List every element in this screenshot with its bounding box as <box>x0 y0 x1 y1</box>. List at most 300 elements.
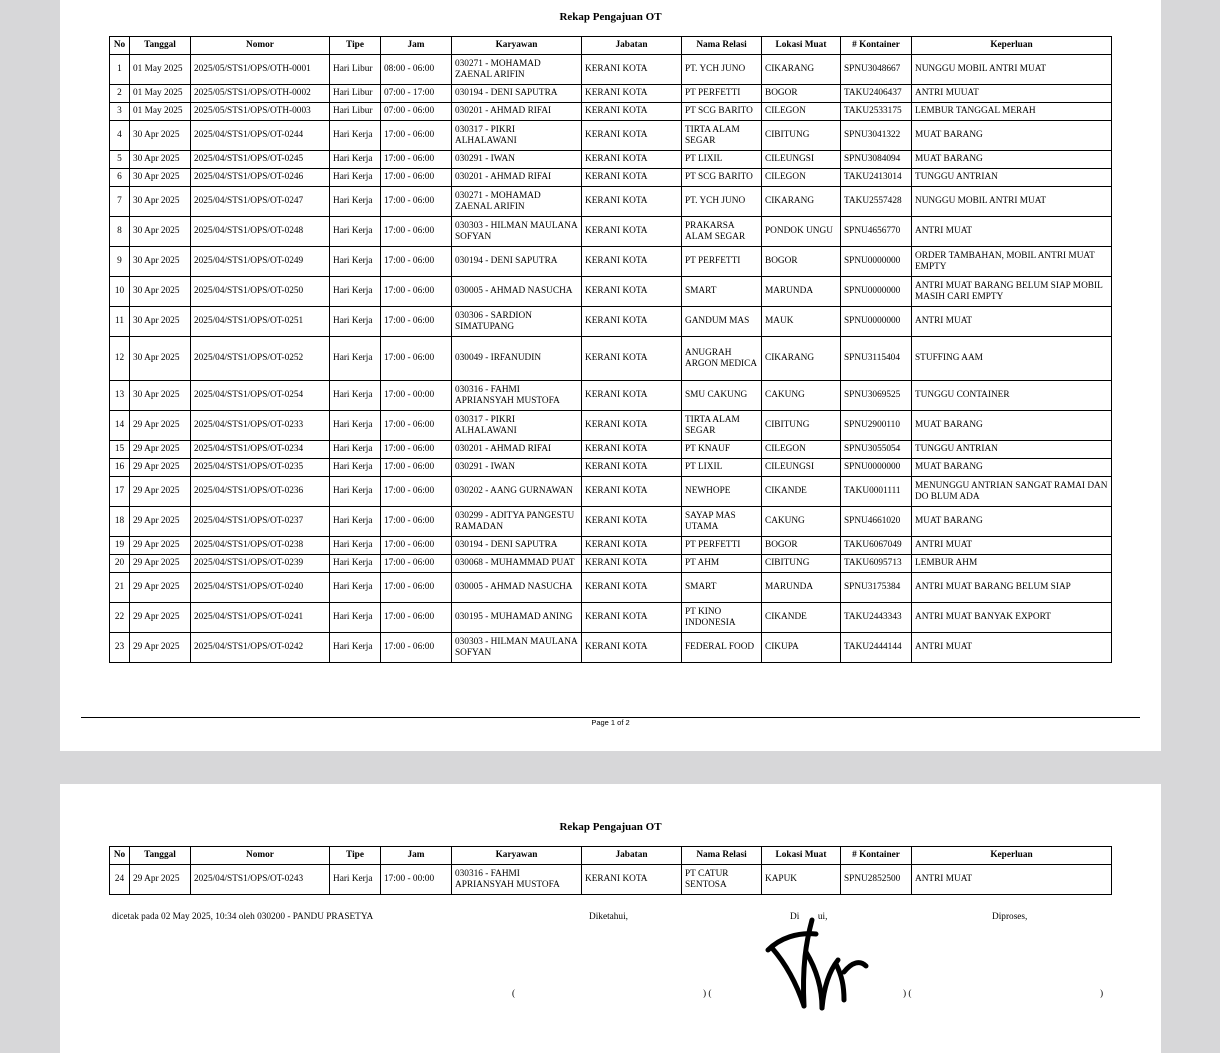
table-row <box>110 865 1112 895</box>
cell-tanggal: 29 Apr 2025 <box>130 411 191 441</box>
cell-kontainer: SPNU3069525 <box>841 381 912 411</box>
cell-kontainer: SPNU3115404 <box>841 337 912 381</box>
cell-no: 9 <box>110 247 130 277</box>
cell-lokasi: CIKANDE <box>762 477 841 507</box>
table-row <box>110 85 1112 103</box>
cell-kontainer: SPNU0000000 <box>841 247 912 277</box>
cell-keperluan: ANTRI MUAT <box>912 865 1112 895</box>
column-jabatan-header: Jabatan <box>582 847 682 865</box>
cell-tipe: Hari Kerja <box>330 603 381 633</box>
cell-nomor: 2025/04/STS1/OPS/OT-0248 <box>191 217 330 247</box>
cell-lokasi: CIBITUNG <box>762 555 841 573</box>
cell-nomor: 2025/04/STS1/OPS/OT-0238 <box>191 537 330 555</box>
table-row <box>110 307 1112 337</box>
cell-tipe: Hari Libur <box>330 85 381 103</box>
cell-kontainer: SPNU0000000 <box>841 307 912 337</box>
cell-tanggal: 29 Apr 2025 <box>130 633 191 663</box>
table-row <box>110 411 1112 441</box>
cell-jam: 17:00 - 00:00 <box>381 865 452 895</box>
cell-keperluan: ANTRI MUAT <box>912 537 1112 555</box>
cell-jam: 17:00 - 06:00 <box>381 337 452 381</box>
table-row <box>110 459 1112 477</box>
cell-jabatan: KERANI KOTA <box>582 441 682 459</box>
cell-keperluan: MUAT BARANG <box>912 507 1112 537</box>
cell-relasi: PT LIXIL <box>682 151 762 169</box>
cell-jabatan: KERANI KOTA <box>582 865 682 895</box>
cell-lokasi: CIBITUNG <box>762 121 841 151</box>
cell-keperluan: ANTRI MUUAT <box>912 85 1112 103</box>
cell-tipe: Hari Kerja <box>330 121 381 151</box>
cell-jam: 17:00 - 06:00 <box>381 169 452 187</box>
cell-nomor: 2025/04/STS1/OPS/OT-0250 <box>191 277 330 307</box>
cell-lokasi: BOGOR <box>762 85 841 103</box>
cell-keperluan: ANTRI MUAT BARANG BELUM SIAP <box>912 573 1112 603</box>
cell-jabatan: KERANI KOTA <box>582 381 682 411</box>
cell-tipe: Hari Kerja <box>330 411 381 441</box>
column-kontainer-header: # Kontainer <box>841 847 912 865</box>
cell-tipe: Hari Kerja <box>330 441 381 459</box>
cell-relasi: ANUGRAH ARGON MEDICA <box>682 337 762 381</box>
cell-kontainer: SPNU2900110 <box>841 411 912 441</box>
page-number: Page 1 of 2 <box>591 718 630 727</box>
cell-karyawan: 030195 - MUHAMAD ANING <box>452 603 582 633</box>
cell-no: 24 <box>110 865 130 895</box>
table-row <box>110 337 1112 381</box>
cell-nomor: 2025/04/STS1/OPS/OT-0233 <box>191 411 330 441</box>
cell-jam: 17:00 - 06:00 <box>381 537 452 555</box>
cell-karyawan: 030201 - AHMAD RIFAI <box>452 103 582 121</box>
cell-tanggal: 29 Apr 2025 <box>130 537 191 555</box>
cell-kontainer: SPNU4661020 <box>841 507 912 537</box>
cell-jam: 07:00 - 17:00 <box>381 85 452 103</box>
column-karyawan-header: Karyawan <box>452 847 582 865</box>
table-header <box>110 847 1112 865</box>
cell-tipe: Hari Kerja <box>330 187 381 217</box>
cell-lokasi: CAKUNG <box>762 381 841 411</box>
cell-nomor: 2025/04/STS1/OPS/OT-0243 <box>191 865 330 895</box>
column-lokasi-header: Lokasi Muat <box>762 37 841 55</box>
cell-nomor: 2025/04/STS1/OPS/OT-0244 <box>191 121 330 151</box>
cell-keperluan: MUAT BARANG <box>912 121 1112 151</box>
cell-no: 15 <box>110 441 130 459</box>
cell-relasi: PT LIXIL <box>682 459 762 477</box>
cell-jabatan: KERANI KOTA <box>582 85 682 103</box>
cell-karyawan: 030068 - MUHAMMAD PUAT <box>452 555 582 573</box>
cell-tanggal: 01 May 2025 <box>130 55 191 85</box>
cell-kontainer: SPNU3175384 <box>841 573 912 603</box>
cell-no: 5 <box>110 151 130 169</box>
cell-nomor: 2025/04/STS1/OPS/OT-0235 <box>191 459 330 477</box>
cell-keperluan: MUAT BARANG <box>912 459 1112 477</box>
table-row <box>110 555 1112 573</box>
cell-jabatan: KERANI KOTA <box>582 477 682 507</box>
cell-jam: 17:00 - 06:00 <box>381 121 452 151</box>
cell-no: 21 <box>110 573 130 603</box>
cell-tipe: Hari Kerja <box>330 537 381 555</box>
column-keperluan-header: Keperluan <box>912 847 1112 865</box>
cell-kontainer: SPNU0000000 <box>841 277 912 307</box>
column-jabatan-header: Jabatan <box>582 37 682 55</box>
column-tipe-header: Tipe <box>330 37 381 55</box>
cell-lokasi: CILEUNGSI <box>762 459 841 477</box>
cell-kontainer: TAKU2557428 <box>841 187 912 217</box>
cell-tanggal: 30 Apr 2025 <box>130 121 191 151</box>
column-jam-header: Jam <box>381 847 452 865</box>
cell-lokasi: CIBITUNG <box>762 411 841 441</box>
cell-jam: 08:00 - 06:00 <box>381 55 452 85</box>
cell-tipe: Hari Kerja <box>330 381 381 411</box>
cell-jabatan: KERANI KOTA <box>582 169 682 187</box>
cell-jabatan: KERANI KOTA <box>582 307 682 337</box>
column-no-header: No <box>110 847 130 865</box>
cell-relasi: PT. YCH JUNO <box>682 55 762 85</box>
cell-relasi: FEDERAL FOOD <box>682 633 762 663</box>
cell-jabatan: KERANI KOTA <box>582 55 682 85</box>
cell-tanggal: 30 Apr 2025 <box>130 307 191 337</box>
cell-nomor: 2025/05/STS1/OPS/OTH-0002 <box>191 85 330 103</box>
cell-karyawan: 030303 - HILMAN MAULANA SOFYAN <box>452 633 582 663</box>
cell-nomor: 2025/04/STS1/OPS/OT-0241 <box>191 603 330 633</box>
cell-tipe: Hari Kerja <box>330 151 381 169</box>
cell-kontainer: SPNU3055054 <box>841 441 912 459</box>
cell-lokasi: CILEGON <box>762 169 841 187</box>
cell-tanggal: 30 Apr 2025 <box>130 337 191 381</box>
cell-lokasi: BOGOR <box>762 247 841 277</box>
cell-tipe: Hari Kerja <box>330 573 381 603</box>
cell-tanggal: 29 Apr 2025 <box>130 459 191 477</box>
cell-lokasi: KAPUK <box>762 865 841 895</box>
table-row <box>110 507 1112 537</box>
cell-nomor: 2025/04/STS1/OPS/OT-0239 <box>191 555 330 573</box>
cell-nomor: 2025/04/STS1/OPS/OT-0236 <box>191 477 330 507</box>
cell-lokasi: CIKANDE <box>762 603 841 633</box>
cell-nomor: 2025/04/STS1/OPS/OT-0246 <box>191 169 330 187</box>
cell-kontainer: SPNU0000000 <box>841 459 912 477</box>
column-nomor-header: Nomor <box>191 847 330 865</box>
cell-lokasi: CIKUPA <box>762 633 841 663</box>
cell-lokasi: CIKARANG <box>762 55 841 85</box>
table-row <box>110 103 1112 121</box>
sign-bracket: ) ( <box>903 989 912 999</box>
cell-keperluan: ANTRI MUAT <box>912 633 1112 663</box>
known-by-label-2: Di ui, <box>790 912 828 922</box>
cell-relasi: PT PERFETTI <box>682 247 762 277</box>
cell-no: 2 <box>110 85 130 103</box>
table-row <box>110 277 1112 307</box>
cell-jabatan: KERANI KOTA <box>582 337 682 381</box>
cell-tanggal: 29 Apr 2025 <box>130 555 191 573</box>
cell-relasi: SMART <box>682 277 762 307</box>
cell-relasi: PT. YCH JUNO <box>682 187 762 217</box>
cell-no: 16 <box>110 459 130 477</box>
cell-jam: 17:00 - 00:00 <box>381 381 452 411</box>
table-row <box>110 187 1112 217</box>
cell-lokasi: CIKARANG <box>762 187 841 217</box>
cell-kontainer: TAKU2413014 <box>841 169 912 187</box>
cell-relasi: PT PERFETTI <box>682 85 762 103</box>
cell-tipe: Hari Kerja <box>330 307 381 337</box>
cell-nomor: 2025/04/STS1/OPS/OT-0245 <box>191 151 330 169</box>
cell-lokasi: CILEGON <box>762 441 841 459</box>
cell-tanggal: 30 Apr 2025 <box>130 217 191 247</box>
cell-jam: 17:00 - 06:00 <box>381 633 452 663</box>
cell-tanggal: 29 Apr 2025 <box>130 573 191 603</box>
cell-jam: 17:00 - 06:00 <box>381 277 452 307</box>
sign-bracket: ( <box>512 989 516 999</box>
cell-tanggal: 30 Apr 2025 <box>130 187 191 217</box>
cell-karyawan: 030306 - SARDION SIMATUPANG <box>452 307 582 337</box>
cell-tipe: Hari Kerja <box>330 247 381 277</box>
cell-lokasi: CAKUNG <box>762 507 841 537</box>
cell-lokasi: MAUK <box>762 307 841 337</box>
cell-keperluan: TUNGGU ANTRIAN <box>912 169 1112 187</box>
table-row <box>110 121 1112 151</box>
column-keperluan-header: Keperluan <box>912 37 1112 55</box>
cell-jabatan: KERANI KOTA <box>582 537 682 555</box>
cell-no: 14 <box>110 411 130 441</box>
cell-nomor: 2025/04/STS1/OPS/OT-0242 <box>191 633 330 663</box>
cell-tanggal: 01 May 2025 <box>130 103 191 121</box>
cell-tanggal: 29 Apr 2025 <box>130 477 191 507</box>
sign-bracket: ) ( <box>703 989 712 999</box>
table-row <box>110 151 1112 169</box>
cell-keperluan: ANTRI MUAT <box>912 307 1112 337</box>
cell-lokasi: CIKARANG <box>762 337 841 381</box>
cell-kontainer: TAKU0001111 <box>841 477 912 507</box>
cell-lokasi: CILEUNGSI <box>762 151 841 169</box>
cell-tipe: Hari Kerja <box>330 217 381 247</box>
column-relasi-header: Nama Relasi <box>682 37 762 55</box>
cell-karyawan: 030194 - DENI SAPUTRA <box>452 247 582 277</box>
cell-kontainer: TAKU6095713 <box>841 555 912 573</box>
table-row <box>110 477 1112 507</box>
cell-lokasi: MARUNDA <box>762 573 841 603</box>
cell-kontainer: TAKU2533175 <box>841 103 912 121</box>
cell-jabatan: KERANI KOTA <box>582 507 682 537</box>
cell-kontainer: TAKU6067049 <box>841 537 912 555</box>
cell-jam: 17:00 - 06:00 <box>381 247 452 277</box>
cell-no: 10 <box>110 277 130 307</box>
cell-jabatan: KERANI KOTA <box>582 247 682 277</box>
cell-jam: 17:00 - 06:00 <box>381 441 452 459</box>
report-title: Rekap Pengajuan OT <box>559 821 662 833</box>
table-row <box>110 603 1112 633</box>
cell-tipe: Hari Kerja <box>330 633 381 663</box>
cell-relasi: PT CATUR SENTOSA <box>682 865 762 895</box>
column-no-header: No <box>110 37 130 55</box>
cell-karyawan: 030201 - AHMAD RIFAI <box>452 169 582 187</box>
cell-karyawan: 030202 - AANG GURNAWAN <box>452 477 582 507</box>
cell-jam: 17:00 - 06:00 <box>381 187 452 217</box>
cell-karyawan: 030299 - ADITYA PANGESTU RAMADAN <box>452 507 582 537</box>
cell-tanggal: 30 Apr 2025 <box>130 151 191 169</box>
cell-nomor: 2025/05/STS1/OPS/OTH-0003 <box>191 103 330 121</box>
cell-karyawan: 030291 - IWAN <box>452 459 582 477</box>
cell-jam: 17:00 - 06:00 <box>381 459 452 477</box>
cell-jam: 17:00 - 06:00 <box>381 555 452 573</box>
cell-relasi: GANDUM MAS <box>682 307 762 337</box>
cell-relasi: PT SCG BARITO <box>682 103 762 121</box>
cell-relasi: PRAKARSA ALAM SEGAR <box>682 217 762 247</box>
cell-relasi: SAYAP MAS UTAMA <box>682 507 762 537</box>
cell-karyawan: 030291 - IWAN <box>452 151 582 169</box>
cell-relasi: SMART <box>682 573 762 603</box>
cell-tanggal: 29 Apr 2025 <box>130 603 191 633</box>
column-lokasi-header: Lokasi Muat <box>762 847 841 865</box>
cell-relasi: TIRTA ALAM SEGAR <box>682 121 762 151</box>
cell-tanggal: 30 Apr 2025 <box>130 247 191 277</box>
cell-kontainer: SPNU4656770 <box>841 217 912 247</box>
cell-lokasi: PONDOK UNGU <box>762 217 841 247</box>
cell-tanggal: 01 May 2025 <box>130 85 191 103</box>
table-header <box>110 37 1112 55</box>
table-row <box>110 247 1112 277</box>
cell-karyawan: 030194 - DENI SAPUTRA <box>452 537 582 555</box>
cell-no: 23 <box>110 633 130 663</box>
cell-kontainer: TAKU2406437 <box>841 85 912 103</box>
cell-karyawan: 030271 - MOHAMAD ZAENAL ARIFIN <box>452 187 582 217</box>
ot-table <box>109 36 1112 663</box>
table-row <box>110 169 1112 187</box>
cell-lokasi: MARUNDA <box>762 277 841 307</box>
cell-nomor: 2025/04/STS1/OPS/OT-0254 <box>191 381 330 411</box>
ot-table <box>109 846 1112 895</box>
cell-karyawan: 030271 - MOHAMAD ZAENAL ARIFIN <box>452 55 582 85</box>
cell-nomor: 2025/04/STS1/OPS/OT-0249 <box>191 247 330 277</box>
cell-lokasi: CILEGON <box>762 103 841 121</box>
cell-jam: 17:00 - 06:00 <box>381 411 452 441</box>
cell-relasi: PT KINO INDONESIA <box>682 603 762 633</box>
cell-relasi: TIRTA ALAM SEGAR <box>682 411 762 441</box>
cell-no: 11 <box>110 307 130 337</box>
cell-relasi: NEWHOPE <box>682 477 762 507</box>
cell-tipe: Hari Kerja <box>330 277 381 307</box>
cell-jam: 17:00 - 06:00 <box>381 477 452 507</box>
cell-tipe: Hari Kerja <box>330 865 381 895</box>
cell-keperluan: LEMBUR TANGGAL MERAH <box>912 103 1112 121</box>
cell-relasi: PT SCG BARITO <box>682 169 762 187</box>
cell-karyawan: 030316 - FAHMI APRIANSYAH MUSTOFA <box>452 381 582 411</box>
cell-tanggal: 30 Apr 2025 <box>130 169 191 187</box>
cell-keperluan: STUFFING AAM <box>912 337 1112 381</box>
cell-karyawan: 030005 - AHMAD NASUCHA <box>452 277 582 307</box>
cell-keperluan: LEMBUR AHM <box>912 555 1112 573</box>
cell-no: 7 <box>110 187 130 217</box>
cell-karyawan: 030303 - HILMAN MAULANA SOFYAN <box>452 217 582 247</box>
cell-tipe: Hari Kerja <box>330 337 381 381</box>
cell-no: 12 <box>110 337 130 381</box>
column-karyawan-header: Karyawan <box>452 37 582 55</box>
cell-karyawan: 030049 - IRFANUDIN <box>452 337 582 381</box>
cell-tanggal: 30 Apr 2025 <box>130 381 191 411</box>
column-tanggal-header: Tanggal <box>130 847 191 865</box>
cell-keperluan: ANTRI MUAT BARANG BELUM SIAP MOBIL MASIH CARI EMPTY <box>912 277 1112 307</box>
known-by-label: Diketahui, <box>589 912 628 922</box>
cell-no: 6 <box>110 169 130 187</box>
cell-jam: 17:00 - 06:00 <box>381 151 452 169</box>
cell-tipe: Hari Kerja <box>330 507 381 537</box>
cell-relasi: SMU CAKUNG <box>682 381 762 411</box>
report-page-2 <box>60 784 1161 1053</box>
cell-jabatan: KERANI KOTA <box>582 555 682 573</box>
table-row <box>110 217 1112 247</box>
cell-lokasi: BOGOR <box>762 537 841 555</box>
cell-tipe: Hari Kerja <box>330 555 381 573</box>
cell-jam: 17:00 - 06:00 <box>381 603 452 633</box>
column-relasi-header: Nama Relasi <box>682 847 762 865</box>
cell-jabatan: KERANI KOTA <box>582 217 682 247</box>
cell-keperluan: MUAT BARANG <box>912 411 1112 441</box>
cell-tanggal: 29 Apr 2025 <box>130 865 191 895</box>
cell-no: 22 <box>110 603 130 633</box>
cell-jam: 17:00 - 06:00 <box>381 507 452 537</box>
cell-jabatan: KERANI KOTA <box>582 103 682 121</box>
cell-keperluan: ORDER TAMBAHAN, MOBIL ANTRI MUAT EMPTY <box>912 247 1112 277</box>
processed-by-label: Diproses, <box>992 912 1028 922</box>
column-tipe-header: Tipe <box>330 847 381 865</box>
cell-nomor: 2025/04/STS1/OPS/OT-0251 <box>191 307 330 337</box>
cell-no: 1 <box>110 55 130 85</box>
cell-no: 4 <box>110 121 130 151</box>
table-row <box>110 633 1112 663</box>
cell-nomor: 2025/04/STS1/OPS/OT-0237 <box>191 507 330 537</box>
cell-kontainer: SPNU3048667 <box>841 55 912 85</box>
cell-no: 20 <box>110 555 130 573</box>
handwritten-signature <box>760 912 875 1012</box>
cell-jabatan: KERANI KOTA <box>582 151 682 169</box>
cell-keperluan: MUAT BARANG <box>912 151 1112 169</box>
cell-nomor: 2025/04/STS1/OPS/OT-0240 <box>191 573 330 603</box>
cell-keperluan: TUNGGU ANTRIAN <box>912 441 1112 459</box>
cell-tipe: Hari Kerja <box>330 459 381 477</box>
cell-kontainer: SPNU3041322 <box>841 121 912 151</box>
table-row <box>110 537 1112 555</box>
cell-jabatan: KERANI KOTA <box>582 121 682 151</box>
column-nomor-header: Nomor <box>191 37 330 55</box>
cell-jam: 07:00 - 06:00 <box>381 103 452 121</box>
report-title: Rekap Pengajuan OT <box>559 11 662 23</box>
cell-keperluan: MENUNGGU ANTRIAN SANGAT RAMAI DAN DO BLUM ADA <box>912 477 1112 507</box>
cell-tanggal: 29 Apr 2025 <box>130 441 191 459</box>
cell-keperluan: TUNGGU CONTAINER <box>912 381 1112 411</box>
cell-tipe: Hari Libur <box>330 55 381 85</box>
cell-karyawan: 030194 - DENI SAPUTRA <box>452 85 582 103</box>
cell-kontainer: SPNU3084094 <box>841 151 912 169</box>
cell-no: 8 <box>110 217 130 247</box>
cell-karyawan: 030316 - FAHMI APRIANSYAH MUSTOFA <box>452 865 582 895</box>
cell-karyawan: 030317 - PIKRI ALHALAWANI <box>452 411 582 441</box>
cell-jam: 17:00 - 06:00 <box>381 217 452 247</box>
cell-karyawan: 030317 - PIKRI ALHALAWANI <box>452 121 582 151</box>
cell-nomor: 2025/05/STS1/OPS/OTH-0001 <box>191 55 330 85</box>
cell-keperluan: ANTRI MUAT BANYAK EXPORT <box>912 603 1112 633</box>
cell-tanggal: 29 Apr 2025 <box>130 507 191 537</box>
cell-jabatan: KERANI KOTA <box>582 603 682 633</box>
cell-jabatan: KERANI KOTA <box>582 187 682 217</box>
cell-no: 17 <box>110 477 130 507</box>
cell-no: 3 <box>110 103 130 121</box>
cell-tipe: Hari Libur <box>330 103 381 121</box>
cell-kontainer: TAKU2443343 <box>841 603 912 633</box>
printed-info: dicetak pada 02 May 2025, 10:34 oleh 030200 - PANDU PRASETYA <box>112 912 374 922</box>
cell-jabatan: KERANI KOTA <box>582 411 682 441</box>
cell-jabatan: KERANI KOTA <box>582 277 682 307</box>
cell-karyawan: 030201 - AHMAD RIFAI <box>452 441 582 459</box>
cell-nomor: 2025/04/STS1/OPS/OT-0247 <box>191 187 330 217</box>
column-kontainer-header: # Kontainer <box>841 37 912 55</box>
table-row <box>110 441 1112 459</box>
column-tanggal-header: Tanggal <box>130 37 191 55</box>
